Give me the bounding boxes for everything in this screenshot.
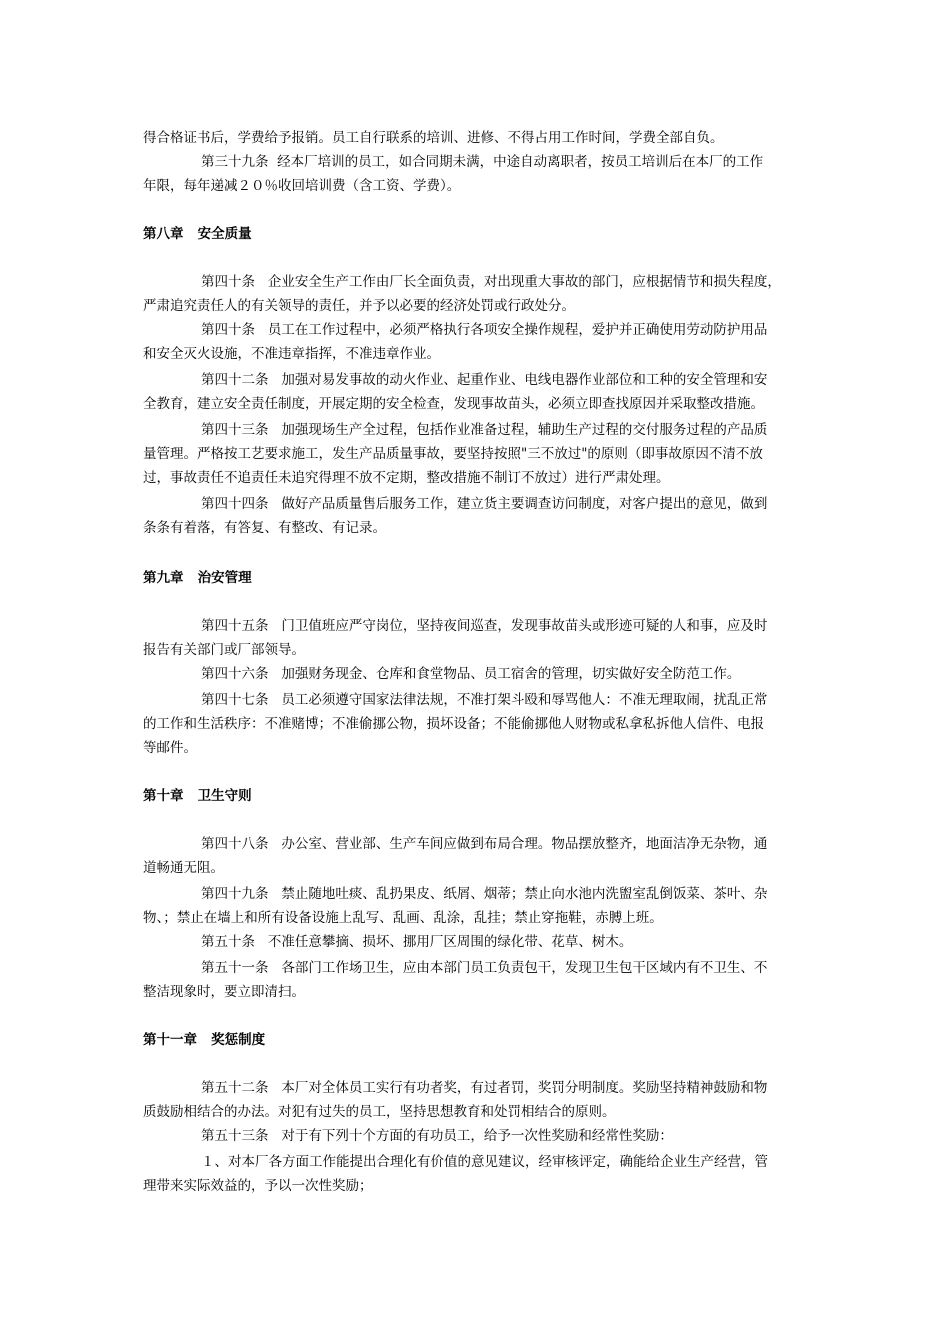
article-44-line: 第四十四条 做好产品质量售后服务工作，建立货主要调查访问制度，对客户提出的意见，做到 xyxy=(201,496,768,512)
text-line: 严肃追究责任人的有关领导的责任，并予以必要的经济处罚或行政处分。 xyxy=(143,298,575,314)
chapter-10-heading: 第十章 卫生守则 xyxy=(143,788,252,804)
text-line: 质鼓励相结合的办法。对犯有过失的员工，坚持思想教育和处罚相结合的原则。 xyxy=(143,1104,616,1120)
article-40-line: 第四十条 企业安全生产工作由厂长全面负责，对出现重大事故的部门，应根据情节和损失程度， xyxy=(201,274,781,290)
article-52-line: 第五十二条 本厂对全体员工实行有功者奖，有过者罚，奖罚分明制度。奖励坚持精神鼓励和物 xyxy=(201,1080,768,1096)
text-line: 年限，每年递减２０％收回培训费（含工资、学费）。 xyxy=(143,178,461,194)
article-45-line: 第四十五条 门卫值班应严守岗位，坚持夜间巡查，发现事故苗头或形迹可疑的人和事，应及时 xyxy=(201,618,768,634)
article-42-line: 第四十二条 加强对易发事故的动火作业、起重作业、电线电器作业部位和工种的安全管理和安 xyxy=(201,372,768,388)
text-line: 理带来实际效益的，予以一次性奖励； xyxy=(143,1178,373,1194)
article-51-line: 第五十一条 各部门工作场卫生，应由本部门员工负责包干，发现卫生包干区域内有不卫生、不 xyxy=(201,960,768,976)
article-46-line: 第四十六条 加强财务现金、仓库和食堂物品、员工宿舍的管理，切实做好安全防范工作。 xyxy=(201,666,741,682)
article-50-line: 第五十条 不准任意攀摘、损坏、挪用厂区周围的绿化带、花草、树木。 xyxy=(201,934,633,950)
chapter-9-heading: 第九章 治安管理 xyxy=(143,570,252,586)
article-43-line: 第四十三条 加强现场生产全过程，包括作业准备过程，辅助生产过程的交付服务过程的产品质 xyxy=(201,422,768,438)
text-line: 过，事故责任不追责任未追究得理不放不定期，整改措施不制订不放过）进行严肃处理。 xyxy=(143,470,670,486)
article-39-line: 第三十九条 经本厂培训的员工，如合同期未满，中途自动离职者，按员工培训后在本厂的工作 xyxy=(201,154,764,170)
list-item-1-line: １、对本厂各方面工作能提出合理化有价值的意见建议，经审核评定，确能给企业生产经营，管 xyxy=(201,1154,768,1170)
article-49-line: 第四十九条 禁止随地吐痰、乱扔果皮、纸屑、烟蒂；禁止向水池内洗盥室乱倒饭菜、茶叶、杂 xyxy=(201,886,768,902)
text-line: 量管理。严格按工艺要求施工，发生产品质量事故，要坚持按照"三不放过"的原则（即事故原因不清不放 xyxy=(143,446,763,462)
text-line: 得合格证书后，学费给予报销。员工自行联系的培训、进修、不得占用工作时间，学费全部自负。 xyxy=(143,130,724,146)
text-line: 物、；禁止在墙上和所有设备设施上乱写、乱画、乱涂，乱挂；禁止穿拖鞋，赤膊上班。 xyxy=(143,910,663,926)
text-line: 和安全灭火设施，不准违章指挥，不准违章作业。 xyxy=(143,346,440,362)
text-line: 的工作和生活秩序：不准赌博；不准偷挪公物，损坏设备；不能偷挪他人财物或私拿私拆他人信件、电报 xyxy=(143,716,764,732)
text-line: 条条有着落，有答复、有整改、有记录。 xyxy=(143,520,386,536)
chapter-8-heading: 第八章 安全质量 xyxy=(143,226,252,242)
chapter-11-heading: 第十一章 奖惩制度 xyxy=(143,1032,266,1048)
text-line: 整洁现象时，要立即清扫。 xyxy=(143,984,305,1000)
article-53-line: 第五十三条 对于有下列十个方面的有功员工，给予一次性奖励和经常性奖励： xyxy=(201,1128,673,1144)
article-48-line: 第四十八条 办公室、营业部、生产车间应做到布局合理。物品摆放整齐，地面洁净无杂物，通 xyxy=(201,836,768,852)
article-41-line: 第四十条 员工在工作过程中，必须严格执行各项安全操作规程，爱护并正确使用劳动防护用品 xyxy=(201,322,768,338)
text-line: 全教育，建立安全责任制度，开展定期的安全检查，发现事故苗头，必须立即查找原因并采取整改措施。 xyxy=(143,396,764,412)
text-line: 道畅通无阻。 xyxy=(143,860,224,876)
text-line: 等邮件。 xyxy=(143,740,197,756)
text-line: 报告有关部门或厂部领导。 xyxy=(143,642,305,658)
article-47-line: 第四十七条 员工必须遵守国家法律法规，不准打架斗殴和辱骂他人：不准无理取闹，扰乱正常 xyxy=(201,692,768,708)
